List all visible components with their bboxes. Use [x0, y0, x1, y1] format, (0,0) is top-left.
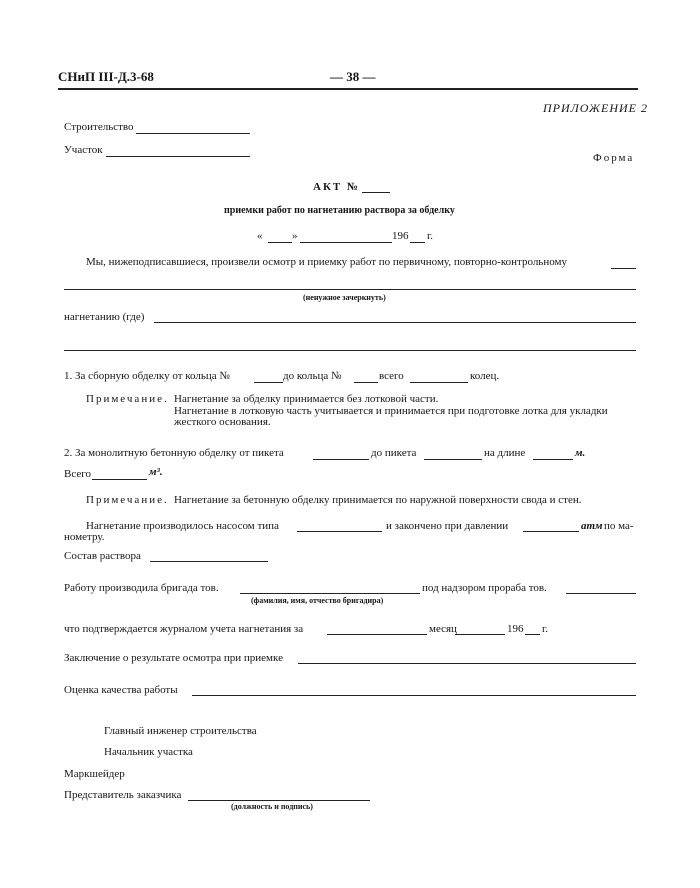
item2-length-field[interactable]	[533, 459, 573, 460]
total-field[interactable]	[92, 479, 147, 480]
item1-from-field[interactable]	[254, 382, 283, 383]
section-field[interactable]	[106, 156, 250, 157]
note1-line2: Нагнетание в лотковую часть учитывается и принимается при подготовке лотка для укладки	[174, 405, 608, 417]
quality-label: Оценка качества работы	[64, 684, 178, 696]
pump-prefix: Нагнетание производилось насосом типа	[86, 520, 279, 532]
item2-to-label: до пикета	[371, 447, 417, 459]
note1-line3: жесткого основания.	[174, 416, 271, 428]
conclusion-field[interactable]	[298, 663, 636, 664]
customer-rep-label: Представитель заказчика	[64, 789, 182, 801]
pump-suffix: по ма-	[604, 520, 634, 532]
item2-to-field[interactable]	[424, 459, 482, 460]
date-year-suffix: г.	[427, 230, 434, 242]
conclusion-label: Заключение о результате осмотра при приемке	[64, 652, 283, 664]
date-day-field[interactable]	[268, 242, 292, 243]
item2-length-label: на длине	[484, 447, 526, 459]
item1-total-label: всего	[379, 370, 404, 382]
strike-note: (ненужное зачеркнуть)	[303, 293, 386, 302]
pump-unit: атм	[581, 520, 603, 532]
note2-label: Примечание.	[86, 494, 169, 506]
note1-line1: Нагнетание за обделку принимается без лотковой части.	[174, 393, 439, 405]
item2-from-field[interactable]	[313, 459, 369, 460]
section-head-label: Начальник участка	[104, 746, 193, 758]
journal-month-field[interactable]	[455, 634, 505, 635]
journal-year-field[interactable]	[525, 634, 540, 635]
item2-unit: м.	[575, 447, 586, 459]
item1-to-field[interactable]	[354, 382, 378, 383]
act-subtitle: приемки работ по нагнетанию раствора за обделку	[224, 205, 455, 216]
act-title: АКТ №	[313, 181, 361, 193]
appendix-label: ПРИЛОЖЕНИЕ 2	[543, 101, 648, 115]
journal-year-prefix: 196	[507, 623, 524, 635]
date-year-prefix: 196	[392, 230, 409, 242]
construction-field[interactable]	[136, 133, 250, 134]
journal-month-label: месяц	[429, 623, 457, 635]
act-number-field[interactable]	[362, 192, 390, 193]
brigade-middle: под надзором прораба тов.	[422, 582, 547, 594]
journal-period-field[interactable]	[327, 634, 427, 635]
item1-prefix: 1. За сборную обделку от кольца №	[64, 370, 230, 382]
form-label: Форма	[593, 152, 635, 164]
journal-prefix: что подтверждается журналом учета нагнетания за	[64, 623, 304, 635]
date-quote-close: »	[292, 230, 298, 242]
injection-where-field[interactable]	[154, 322, 636, 323]
mortar-label: Состав раствора	[64, 550, 141, 562]
date-month-field[interactable]	[300, 242, 392, 243]
construction-label: Строительство	[64, 121, 134, 133]
total-unit: м³.	[149, 466, 163, 478]
page-number: — 38 —	[330, 69, 376, 84]
item1-to-label: до кольца №	[283, 370, 342, 382]
intro-blank-line[interactable]	[64, 289, 636, 290]
intro-text: Мы, нижеподписавшиеся, произвели осмотр и приемку работ по первичному, повторно-контрольному	[86, 256, 567, 268]
injection-where-label: нагнетанию (где)	[64, 311, 145, 323]
section-label: Участок	[64, 144, 103, 156]
pump-line2: нометру.	[64, 531, 105, 543]
injection-where-line2[interactable]	[64, 350, 636, 351]
item2-prefix: 2. За монолитную бетонную обделку от пикета	[64, 447, 284, 459]
total-label: Всего	[64, 468, 91, 480]
brigade-note: (фамилия, имя, отчество бригадира)	[251, 596, 384, 605]
customer-rep-field[interactable]	[188, 800, 370, 801]
journal-year-suffix: г.	[542, 623, 549, 635]
foreman-name-field[interactable]	[566, 593, 636, 594]
note2-text: Нагнетание за бетонную обделку принимается по наружной поверхности свода и стен.	[174, 494, 582, 506]
intro-field[interactable]	[611, 268, 636, 269]
pump-pressure-field[interactable]	[523, 531, 579, 532]
position-note: (должность и подпись)	[231, 802, 313, 811]
brigade-prefix: Работу производила бригада тов.	[64, 582, 219, 594]
pump-type-field[interactable]	[297, 531, 382, 532]
mortar-field[interactable]	[150, 561, 268, 562]
chief-engineer-label: Главный инженер строительства	[104, 725, 257, 737]
quality-field[interactable]	[192, 695, 636, 696]
header-rule	[58, 88, 638, 90]
brigade-name-field[interactable]	[240, 593, 420, 594]
date-quote-open: «	[257, 230, 263, 242]
item1-suffix: колец.	[470, 370, 500, 382]
note1-label: Примечание.	[86, 393, 169, 405]
pump-middle: и закончено при давлении	[386, 520, 509, 532]
surveyor-label: Маркшейдер	[64, 768, 125, 780]
item1-total-field[interactable]	[410, 382, 468, 383]
date-year-field[interactable]	[410, 242, 425, 243]
document-code: СНиП III-Д.3-68	[58, 69, 154, 84]
